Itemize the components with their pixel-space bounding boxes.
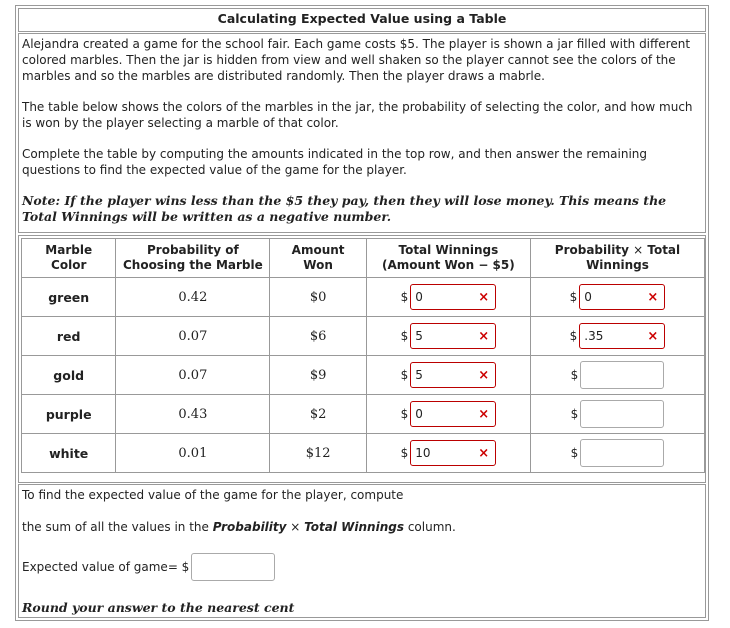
- total-winnings-cell: [366, 317, 530, 356]
- times-symbol: ×: [286, 520, 305, 534]
- marble-color-cell: gold: [22, 356, 116, 395]
- problem-intro: [18, 33, 706, 233]
- instruction-line-1: To find the expected value of the game for the player, compute: [22, 488, 404, 502]
- instruction-text: column.: [404, 520, 456, 534]
- dollar-sign: $: [569, 329, 578, 343]
- total-winnings-cell: [366, 434, 530, 473]
- answer-value: 0: [415, 290, 423, 304]
- product-input[interactable]: [579, 323, 665, 349]
- expected-value-row: [22, 553, 275, 581]
- header-text: Choosing the Marble: [122, 258, 263, 272]
- dollar-sign: $: [570, 368, 579, 382]
- worksheet-title: Calculating Expected Value using a Table: [18, 8, 706, 32]
- intro-paragraph-2: The table below shows the colors of the marbles in the jar, the probability of selecting the color, and how much is won by the player selecting a marble of that color.: [22, 100, 693, 130]
- product-input[interactable]: [580, 439, 664, 467]
- probability-cell: 0.01: [116, 434, 270, 473]
- product-input[interactable]: [579, 284, 665, 310]
- total-winnings-input[interactable]: [410, 323, 496, 349]
- header-probability: [116, 239, 270, 278]
- dollar-sign: $: [400, 446, 409, 460]
- probability-cell: 0.07: [116, 317, 270, 356]
- dollar-sign: $: [400, 329, 409, 343]
- header-text: (Amount Won − $5): [382, 258, 515, 272]
- incorrect-x-icon: ×: [647, 328, 659, 344]
- header-text: Color: [51, 258, 87, 272]
- header-text: Probability: [554, 243, 629, 257]
- header-text: Total: [647, 243, 681, 257]
- probability-cell: 0.43: [116, 395, 270, 434]
- header-total-winnings: [366, 239, 530, 278]
- amount-won-cell: $12: [270, 434, 366, 473]
- expected-value-input[interactable]: [191, 553, 275, 581]
- dollar-sign: $: [569, 290, 578, 304]
- product-cell: [530, 356, 704, 395]
- total-winnings-cell: [366, 278, 530, 317]
- table-row: [22, 317, 705, 356]
- expected-value-table: [21, 238, 705, 473]
- probability-cell: 0.07: [116, 356, 270, 395]
- incorrect-x-icon: ×: [478, 367, 490, 383]
- marble-color-cell: red: [22, 317, 116, 356]
- answer-value: 10: [415, 446, 431, 460]
- instruction-bold-probability: Probability: [212, 520, 287, 534]
- table-row: [22, 434, 705, 473]
- expected-value-section: [18, 484, 706, 618]
- header-probability-times-winnings: [530, 239, 704, 278]
- header-marble-color: [22, 239, 116, 278]
- incorrect-x-icon: ×: [478, 406, 490, 422]
- intro-paragraph-3: Complete the table by computing the amounts indicated in the top row, and then answer the remaining questions to find the expected value of the game for the player.: [22, 147, 648, 177]
- table-row: [22, 278, 705, 317]
- answer-value: 0: [584, 290, 592, 304]
- total-winnings-input[interactable]: [410, 362, 496, 388]
- product-cell: [530, 434, 704, 473]
- answer-value: 5: [415, 329, 423, 343]
- product-input[interactable]: [580, 361, 664, 389]
- rounding-note: Round your answer to the nearest cent: [22, 600, 295, 615]
- dollar-sign: $: [400, 290, 409, 304]
- total-winnings-cell: [366, 395, 530, 434]
- total-winnings-input[interactable]: [410, 284, 496, 310]
- marble-color-cell: purple: [22, 395, 116, 434]
- header-text: Total Winnings: [398, 243, 499, 257]
- instruction-line-2: [22, 520, 456, 534]
- instruction-text: the sum of all the values in the: [22, 520, 213, 534]
- incorrect-x-icon: ×: [478, 445, 490, 461]
- header-text: Marble: [45, 243, 93, 257]
- marble-color-cell: white: [22, 434, 116, 473]
- header-amount-won: [270, 239, 366, 278]
- table-row: [22, 395, 705, 434]
- dollar-sign: $: [400, 407, 409, 421]
- expected-value-label: Expected value of game= $: [22, 560, 190, 574]
- product-cell: [530, 395, 704, 434]
- intro-note: Note: If the player wins less than the $5 they pay, then they will lose money. This means the Total Winnings will be written as a negative number.: [22, 193, 667, 224]
- total-winnings-input[interactable]: [410, 440, 496, 466]
- header-text: Won: [303, 258, 333, 272]
- total-winnings-input[interactable]: [410, 401, 496, 427]
- dollar-sign: $: [570, 407, 579, 421]
- instruction-bold-total-winnings: Total Winnings: [304, 520, 404, 534]
- header-text: Probability of: [146, 243, 239, 257]
- incorrect-x-icon: ×: [478, 328, 490, 344]
- amount-won-cell: $2: [270, 395, 366, 434]
- amount-won-cell: $0: [270, 278, 366, 317]
- product-cell: [530, 317, 704, 356]
- answer-value: 5: [415, 368, 423, 382]
- worksheet-frame: [15, 5, 709, 621]
- times-symbol: ×: [633, 243, 644, 257]
- intro-paragraph-1: Alejandra created a game for the school fair. Each game costs $5. The player is shown a jar filled with different colored marbles. Then the jar is hidden from view and well shaken so the player cannot see the colors of the marbles and so the marbles are distributed randomly. Then the player draws a mabrle.: [22, 37, 691, 83]
- marble-color-cell: green: [22, 278, 116, 317]
- header-text: Amount: [291, 243, 345, 257]
- incorrect-x-icon: ×: [647, 289, 659, 305]
- incorrect-x-icon: ×: [478, 289, 490, 305]
- probability-cell: 0.42: [116, 278, 270, 317]
- table-row: [22, 356, 705, 395]
- dollar-sign: $: [570, 446, 579, 460]
- dollar-sign: $: [400, 368, 409, 382]
- answer-value: .35: [584, 329, 604, 343]
- amount-won-cell: $6: [270, 317, 366, 356]
- product-input[interactable]: [580, 400, 664, 428]
- table-frame: [18, 235, 706, 483]
- answer-value: 0: [415, 407, 423, 421]
- product-cell: [530, 278, 704, 317]
- amount-won-cell: $9: [270, 356, 366, 395]
- total-winnings-cell: [366, 356, 530, 395]
- header-text: Winnings: [586, 258, 649, 272]
